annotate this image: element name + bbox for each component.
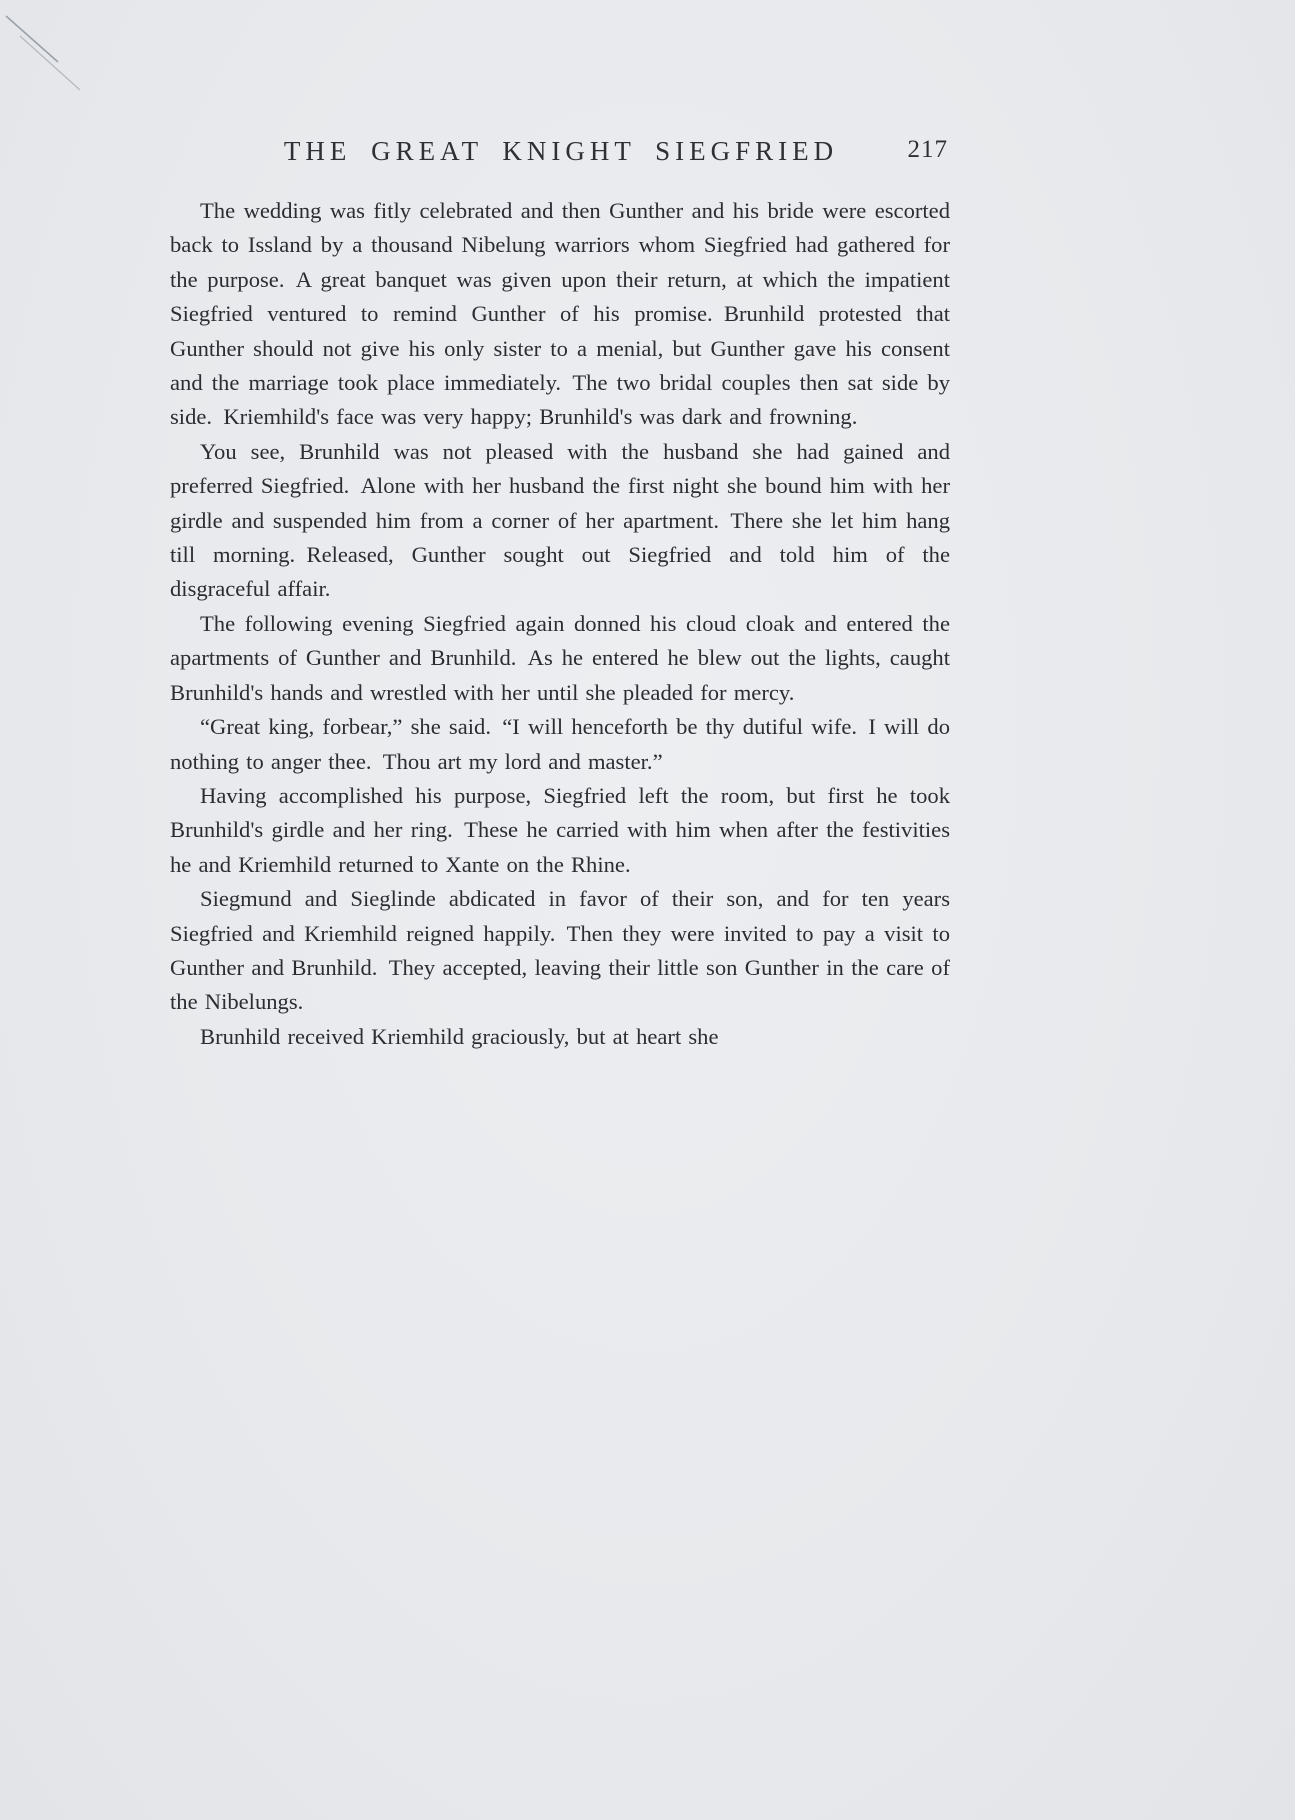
paragraph: The following evening Siegfried again donned his cloud cloak and entered the apartments of Gunther and Brunhild. As he entered he blew out the lights, caught Brunhild's hands and wrestled with her until she pleaded for mercy. — [170, 610, 950, 705]
paragraph: You see, Brunhild was not pleased with the husband she had gained and preferred Siegfried. Alone with her husband the first night she bound him with her girdle and suspended him from a corner of her apartment. There she let him hang till morning. Released, Gunther sought out Siegfried and told him of the disgraceful affair. — [170, 438, 950, 602]
body-text — [170, 194, 950, 1054]
paragraph: Having accomplished his purpose, Siegfried left the room, but first he took Brunhild's girdle and her ring. These he carried with him when after the festivities he and Kriemhild returned to Xante on the Rhine. — [170, 782, 950, 877]
page-title: THE GREAT KNIGHT SIEGFRIED — [283, 136, 839, 166]
paragraph: Brunhild received Kriemhild graciously, but at heart she — [200, 1023, 719, 1049]
paragraph: “Great king, forbear,” she said. “I will henceforth be thy dutiful wife. I will do nothing to anger thee. Thou art my lord and master.” — [170, 714, 950, 774]
paragraph: Siegmund and Sieglinde abdicated in favor of their son, and for ten years Siegfried and Kriemhild reigned happily. Then they were invited to pay a visit to Gunther and Brunhild. They accepted, leaving their little son Gunther in the care of the Nibelungs. — [170, 886, 950, 1015]
paragraph: The wedding was fitly celebrated and then Gunther and his bride were escorted back to Issland by a thousand Nibelung warriors whom Siegfried had gathered for the purpose. A great banquet was given upon their return, at which the impatient Siegfried ventured to remind Gunther of his promise. Brunhild protested that Gunther should not give his only sister to a menial, but Gunther gave his consent and the marriage took place immediately. The two bridal couples then sat side by side. Kriemhild's face was very happy; Brunhild's was dark and frowning. — [170, 198, 950, 430]
page-header — [172, 136, 950, 170]
page-number: 217 — [907, 136, 948, 163]
scan-artifact-line — [0, 0, 120, 120]
